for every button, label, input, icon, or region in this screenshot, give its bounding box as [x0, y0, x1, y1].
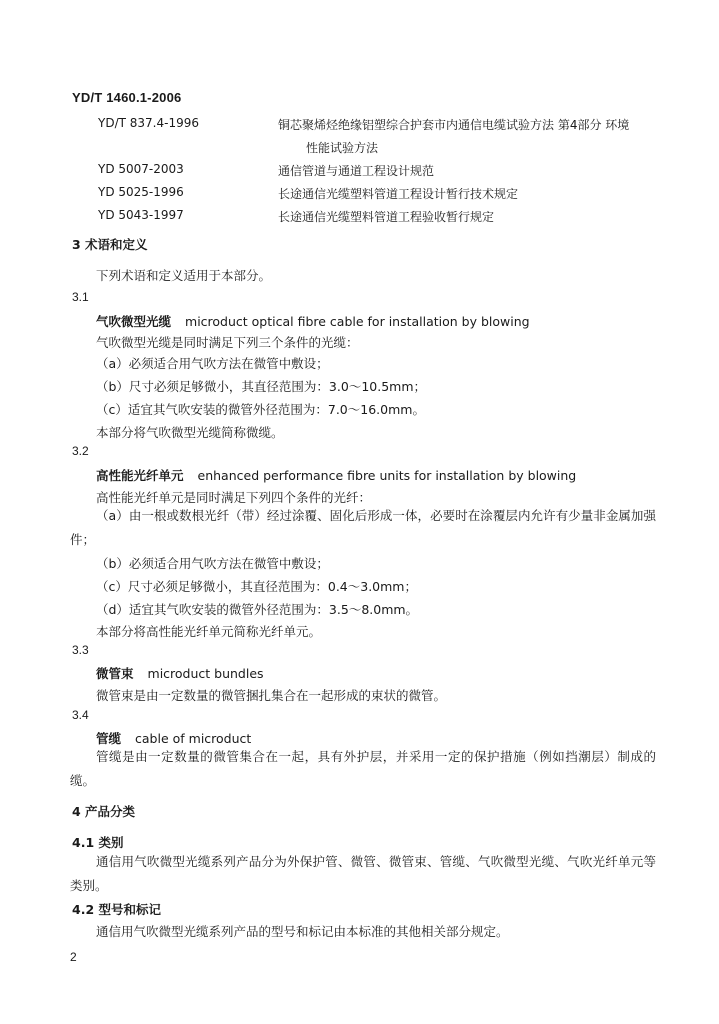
term-chinese: 微管束: [96, 666, 134, 681]
clause-3-2-item-a: （a）由一根或数根光纤（带）经过涂覆、固化后形成一体，必要时在涂覆层内允许有少量非金属加强件；: [70, 508, 656, 547]
section-4-2-text: 通信用气吹微型光缆系列产品的型号和标记由本标准的其他相关部分规定。: [96, 924, 509, 939]
list-item: （b）尺寸必须足够微小，其直径范围为：3.0～10.5mm；: [96, 379, 426, 394]
clause-3-2-term: [96, 466, 576, 484]
section-4-1-heading: 4.1 类别: [72, 835, 124, 850]
reference-title: 铜芯聚烯烃绝缘铝塑综合护套市内通信电缆试验方法 第4部分 环境: [278, 118, 630, 132]
section-3-intro: 下列术语和定义适用于本部分。: [96, 268, 272, 283]
clause-3-4-number: 3.4: [72, 708, 89, 722]
list-item: （b）必须适合用气吹方法在微管中敷设；: [96, 556, 329, 571]
reference-code: YD 5007-2003: [98, 162, 184, 176]
reference-title: 通信管道与通道工程设计规范: [278, 164, 435, 178]
clause-3-4-definition: 管缆是由一定数量的微管集合在一起，具有外护层，并采用一定的保护措施（例如挡潮层）制成的缆。: [70, 749, 656, 788]
clause-3-2-note: 本部分将高性能光纤单元简称光纤单元。: [96, 624, 322, 639]
section-4-heading: 4 产品分类: [72, 804, 136, 819]
section-3-heading: 3 术语和定义: [72, 237, 148, 252]
list-item: （c）尺寸必须足够微小，其直径范围为：0.4～3.0mm；: [96, 579, 417, 594]
reference-code: YD 5025-1996: [98, 185, 184, 199]
reference-title-continued: 性能试验方法: [306, 141, 379, 155]
clause-3-2-number: 3.2: [72, 444, 89, 458]
term-chinese: 管缆: [96, 731, 122, 746]
term-english: enhanced performance fibre units for installation by blowing: [197, 468, 577, 483]
term-chinese: 气吹微型光缆: [96, 314, 172, 329]
section-4-2-heading: 4.2 型号和标记: [72, 902, 161, 917]
reference-title: 长途通信光缆塑料管道工程设计暂行技术规定: [278, 187, 519, 201]
term-english: microduct optical fibre cable for installation by blowing: [185, 314, 530, 329]
clause-3-1-definition: 气吹微型光缆是同时满足下列三个条件的光缆：: [96, 335, 359, 350]
term-english: microduct bundles: [147, 666, 264, 681]
term-chinese: 高性能光纤单元: [96, 468, 184, 483]
list-item: （d）适宜其气吹安装的微管外径范围为：3.5～8.0mm。: [96, 602, 419, 617]
clause-3-2-definition: 高性能光纤单元是同时满足下列四个条件的光纤：: [96, 490, 372, 505]
list-item: （c）适宜其气吹安装的微管外径范围为：7.0～16.0mm。: [96, 402, 425, 417]
reference-code: YD 5043-1997: [98, 208, 184, 222]
clause-3-1-note: 本部分将气吹微型光缆简称微缆。: [96, 425, 284, 440]
reference-title: 长途通信光缆塑料管道工程验收暂行规定: [278, 210, 495, 224]
clause-3-3-definition: 微管束是由一定数量的微管捆扎集合在一起形成的束状的微管。: [96, 688, 447, 703]
clause-3-3-number: 3.3: [72, 643, 89, 657]
reference-code: YD/T 837.4-1996: [98, 116, 199, 130]
page-number: 2: [70, 950, 77, 964]
clause-3-3-term: [96, 664, 264, 682]
clause-3-1-term: [96, 312, 530, 330]
clause-3-1-number: 3.1: [72, 290, 89, 304]
list-item: （a）必须适合用气吹方法在微管中敷设；: [96, 356, 329, 371]
document-id: YD/T 1460.1-2006: [72, 90, 182, 105]
term-english: cable of microduct: [135, 731, 252, 746]
section-4-1-text: 通信用气吹微型光缆系列产品分为外保护管、微管、微管束、管缆、气吹微型光缆、气吹光纤单元等类别。: [70, 854, 656, 893]
